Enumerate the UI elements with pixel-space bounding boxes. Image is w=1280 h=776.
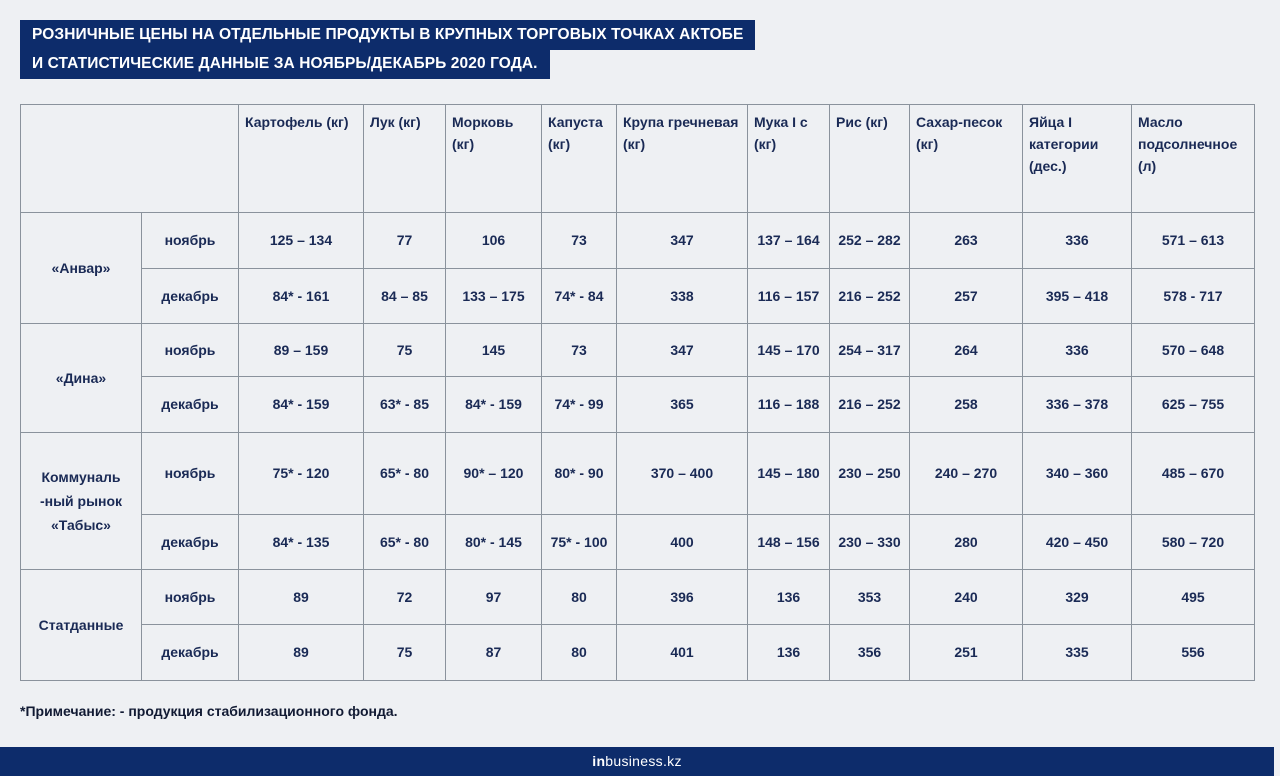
price-cell: 136 [748, 570, 830, 625]
month-cell: декабрь [142, 515, 239, 570]
table-row [21, 324, 1255, 377]
price-cell: 148 – 156 [748, 515, 830, 570]
price-cell: 133 – 175 [446, 269, 542, 324]
store-name: «Анвар» [21, 213, 142, 324]
table-header-row [21, 105, 1255, 213]
price-cell: 116 – 157 [748, 269, 830, 324]
price-cell: 257 [910, 269, 1023, 324]
price-cell: 137 – 164 [748, 213, 830, 269]
price-cell: 263 [910, 213, 1023, 269]
table-row [21, 269, 1255, 324]
price-cell: 556 [1132, 625, 1255, 681]
price-cell: 72 [364, 570, 446, 625]
column-header: Капуста (кг) [542, 105, 617, 213]
table-row [21, 213, 1255, 269]
column-header: Рис (кг) [830, 105, 910, 213]
price-cell: 136 [748, 625, 830, 681]
store-name: «Дина» [21, 324, 142, 433]
price-cell: 336 [1023, 213, 1132, 269]
column-header: Картофель (кг) [239, 105, 364, 213]
price-cell: 75 [364, 324, 446, 377]
price-cell: 258 [910, 377, 1023, 433]
price-cell: 578 - 717 [1132, 269, 1255, 324]
price-cell: 216 – 252 [830, 377, 910, 433]
month-cell: ноябрь [142, 570, 239, 625]
price-cell: 336 [1023, 324, 1132, 377]
price-cell: 73 [542, 324, 617, 377]
price-cell: 80* - 90 [542, 433, 617, 515]
price-cell: 87 [446, 625, 542, 681]
price-cell: 280 [910, 515, 1023, 570]
store-name: Коммуналь -ный рынок «Табыс» [21, 433, 142, 570]
column-header: Сахар-песок (кг) [910, 105, 1023, 213]
price-cell: 625 – 755 [1132, 377, 1255, 433]
price-cell: 329 [1023, 570, 1132, 625]
price-cell: 356 [830, 625, 910, 681]
price-cell: 84 – 85 [364, 269, 446, 324]
table-row [21, 433, 1255, 515]
price-cell: 97 [446, 570, 542, 625]
price-cell: 365 [617, 377, 748, 433]
column-header: Мука I с (кг) [748, 105, 830, 213]
price-cell: 570 – 648 [1132, 324, 1255, 377]
price-cell: 485 – 670 [1132, 433, 1255, 515]
price-cell: 145 [446, 324, 542, 377]
header-corner [21, 105, 239, 213]
month-cell: декабрь [142, 625, 239, 681]
price-cell: 230 – 250 [830, 433, 910, 515]
price-cell: 400 [617, 515, 748, 570]
column-header: Крупа гречневая (кг) [617, 105, 748, 213]
price-cell: 252 – 282 [830, 213, 910, 269]
price-cell: 80 [542, 570, 617, 625]
price-cell: 75* - 120 [239, 433, 364, 515]
price-cell: 90* – 120 [446, 433, 542, 515]
price-cell: 420 – 450 [1023, 515, 1132, 570]
price-cell: 63* - 85 [364, 377, 446, 433]
price-cell: 80 [542, 625, 617, 681]
price-cell: 145 – 170 [748, 324, 830, 377]
price-cell: 125 – 134 [239, 213, 364, 269]
price-cell: 347 [617, 213, 748, 269]
price-cell: 340 – 360 [1023, 433, 1132, 515]
brand-prefix: in [592, 753, 606, 769]
price-cell: 240 – 270 [910, 433, 1023, 515]
price-cell: 336 – 378 [1023, 377, 1132, 433]
price-cell: 106 [446, 213, 542, 269]
price-cell: 495 [1132, 570, 1255, 625]
column-header: Лук (кг) [364, 105, 446, 213]
table-row [21, 515, 1255, 570]
month-cell: декабрь [142, 269, 239, 324]
price-cell: 84* - 161 [239, 269, 364, 324]
price-cell: 264 [910, 324, 1023, 377]
price-cell: 74* - 84 [542, 269, 617, 324]
price-cell: 73 [542, 213, 617, 269]
price-cell: 240 [910, 570, 1023, 625]
column-header: Масло подсолнечное (л) [1132, 105, 1255, 213]
price-cell: 89 – 159 [239, 324, 364, 377]
price-cell: 75* - 100 [542, 515, 617, 570]
price-cell: 396 [617, 570, 748, 625]
month-cell: ноябрь [142, 433, 239, 515]
price-cell: 89 [239, 570, 364, 625]
title-line-1: РОЗНИЧНЫЕ ЦЕНЫ НА ОТДЕЛЬНЫЕ ПРОДУКТЫ В КРУПНЫХ ТОРГОВЫХ ТОЧКАХ АКТОБЕ [20, 20, 755, 50]
price-cell: 80* - 145 [446, 515, 542, 570]
footnote: *Примечание: - продукция стабилизационного фонда. [20, 703, 398, 719]
price-cell: 84* - 159 [239, 377, 364, 433]
store-name: Статданные [21, 570, 142, 681]
month-cell: ноябрь [142, 213, 239, 269]
price-cell: 254 – 317 [830, 324, 910, 377]
price-cell: 74* - 99 [542, 377, 617, 433]
column-header: Морковь (кг) [446, 105, 542, 213]
price-cell: 84* - 135 [239, 515, 364, 570]
price-cell: 116 – 188 [748, 377, 830, 433]
price-cell: 347 [617, 324, 748, 377]
price-cell: 75 [364, 625, 446, 681]
price-cell: 84* - 159 [446, 377, 542, 433]
price-cell: 65* - 80 [364, 515, 446, 570]
price-cell: 65* - 80 [364, 433, 446, 515]
brand-name: business.kz [605, 753, 682, 769]
price-cell: 338 [617, 269, 748, 324]
price-cell: 395 – 418 [1023, 269, 1132, 324]
price-cell: 370 – 400 [617, 433, 748, 515]
price-cell: 353 [830, 570, 910, 625]
price-cell: 335 [1023, 625, 1132, 681]
price-cell: 89 [239, 625, 364, 681]
price-cell: 216 – 252 [830, 269, 910, 324]
price-cell: 571 – 613 [1132, 213, 1255, 269]
price-cell: 580 – 720 [1132, 515, 1255, 570]
prices-table [20, 104, 1255, 681]
price-cell: 401 [617, 625, 748, 681]
price-cell: 251 [910, 625, 1023, 681]
table-row [21, 625, 1255, 681]
price-cell: 77 [364, 213, 446, 269]
column-header: Яйца I категории (дес.) [1023, 105, 1132, 213]
month-cell: декабрь [142, 377, 239, 433]
table-row [21, 377, 1255, 433]
title-line-2: И СТАТИСТИЧЕСКИЕ ДАННЫЕ ЗА НОЯБРЬ/ДЕКАБРЬ 2020 ГОДА. [20, 49, 550, 79]
price-cell: 145 – 180 [748, 433, 830, 515]
footer-bar [0, 747, 1274, 776]
price-cell: 230 – 330 [830, 515, 910, 570]
table-row [21, 570, 1255, 625]
month-cell: ноябрь [142, 324, 239, 377]
